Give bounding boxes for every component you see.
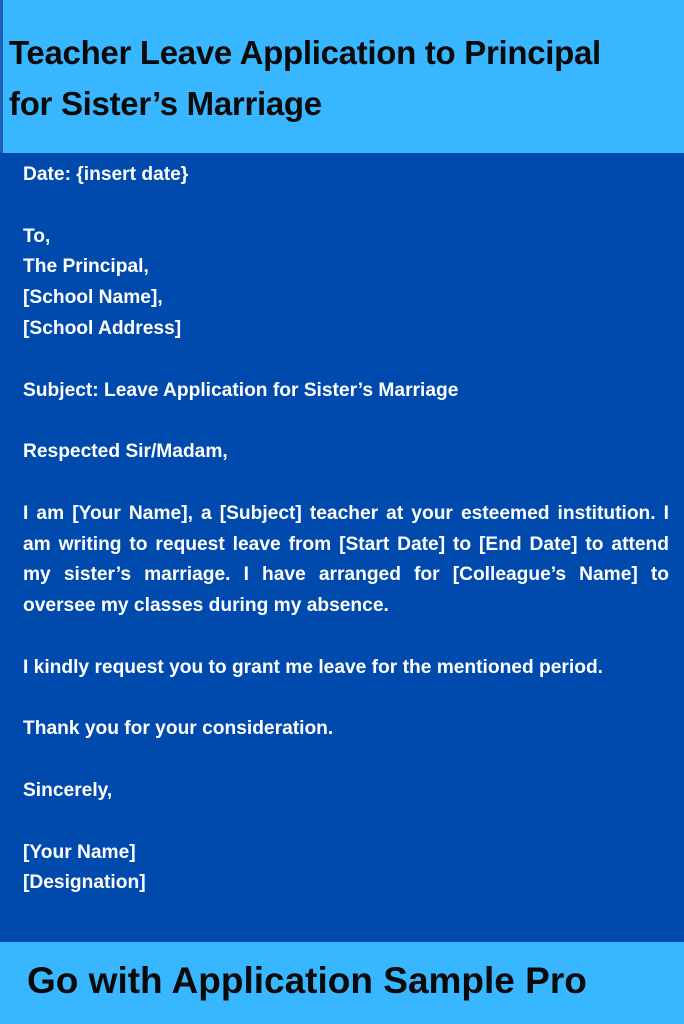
footer-brand-text: Go with Application Sample Pro (27, 960, 587, 1001)
signature-name: [Your Name] (23, 841, 136, 863)
letter-main-paragraph: I am [Your Name], a [Subject] teacher at your esteemed institution. I am writing to request leave from [Start Date] to [End Date] to attend my sister’s marriage. I have arranged for [Colleague’s Name] to oversee my classes during my absence. (23, 502, 669, 617)
letter-date: Date: {insert date} (23, 164, 189, 185)
page-title (9, 27, 669, 129)
recipient-title: The Principal, (23, 256, 149, 278)
signature-block (23, 838, 669, 900)
signature-designation: [Designation] (23, 872, 146, 894)
letter-request: I kindly request you to grant me leave for the mentioned period. (23, 656, 603, 678)
letter-subject: Subject: Leave Application for Sister’s Marriage (23, 379, 459, 401)
recipient-to: To, (23, 225, 51, 247)
recipient-school-address: [School Address] (23, 317, 182, 339)
page-title-line-1: Teacher Leave Application to Principal (9, 34, 601, 71)
title-banner (0, 0, 684, 153)
letter-thanks: Thank you for your consideration. (23, 718, 334, 740)
letter-salutation: Respected Sir/Madam, (23, 441, 228, 463)
recipient-school-name: [School Name], (23, 287, 163, 309)
recipient-block (23, 222, 669, 345)
footer-banner (0, 942, 684, 1024)
letter-body (23, 160, 669, 930)
page-title-line-2: for Sister’s Marriage (9, 85, 322, 122)
letter-closing: Sincerely, (23, 779, 113, 801)
